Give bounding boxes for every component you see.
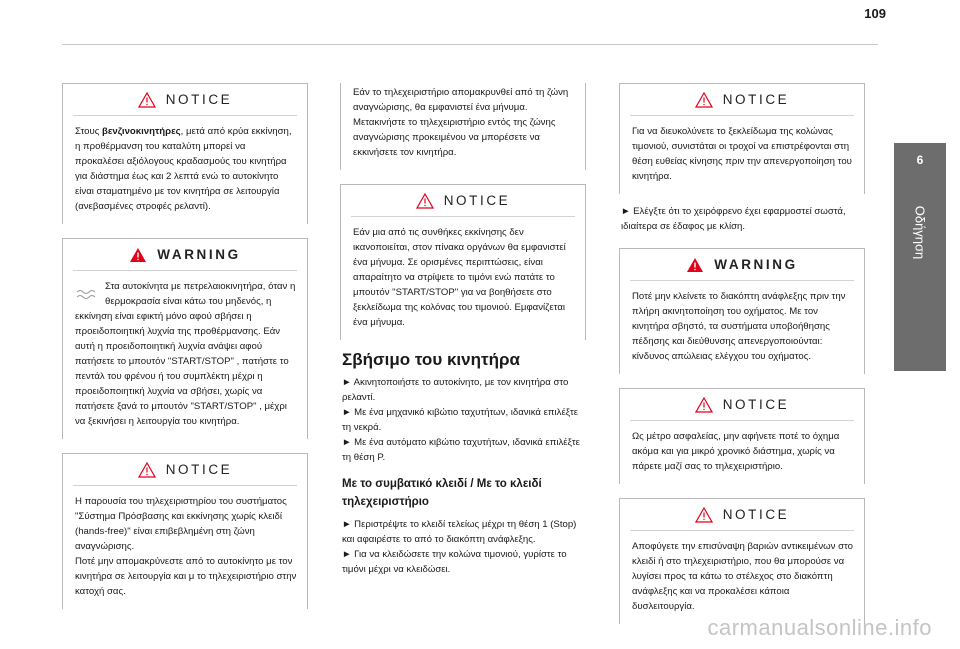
subsection-title: Με το συμβατικό κλειδί / Με το κλειδί τηλεχειριστήριο <box>342 478 542 508</box>
notice-header <box>73 454 297 486</box>
notice-triangle-icon <box>416 193 434 209</box>
section-text: ► Ακινητοποιήστε το αυτοκίνητο, με τον κινητήρα στο ρελαντί. ► Με ένα μηχανικό κιβώτιο ταχυτήτων, ιδανικά επιλέξτε τη νεκρά. ► Με ένα αυτόματο κιβώτιο ταχυτήτων, ιδανικά επιλέξτε τη θέση P. <box>342 377 580 463</box>
column-3 <box>619 83 865 624</box>
warning-header <box>630 249 854 281</box>
chapter-tab[interactable] <box>894 143 946 371</box>
notice-text: Αποφύγετε την επισύναψη βαριών αντικειμένων στο κλειδί ή στο τηλεχειριστήριο, που θα μπορούσε να λυγίσει προς τα κάτω το στέλεχος στο διακόπτη ανάφλεξης και να προκαλέσει κάποια δυσλειτουργία. <box>632 541 853 612</box>
notice-header <box>73 84 297 116</box>
notice-text: Η παρουσία του τηλεχειριστηρίου του συστήματος "Σύστημα Πρόσβασης και εκκίνησης χωρίς κλειδί (hands-free)" είναι επιβεβλημένη στη ζώνη αναγνώρισης. Ποτέ μην απομακρύνεστε από το αυτοκίνητο με τον κινητήρα σε λειτουργία και μ το τηλεχειριστήριο στην κατοχή σας. <box>75 496 297 597</box>
notice-label: NOTICE <box>165 92 233 107</box>
notice-text: Στους βενζινοκινητήρες, μετά από κρύα εκκίνηση, η προθέρμανση του καταλύτη μπορεί να προκαλέσει αξιόλογους κραδασμούς του κινητήρα για διάστημα έως και 2 λεπτά ενώ το αυτοκίνητο είναι σταματημένο με τον κινητήρα σε λειτουργία (ανεβασμένες στροφές ρελαντί). <box>75 126 292 212</box>
warning-text: Ποτέ μην κλείνετε το διακόπτη ανάφλεξης πριν την πλήρη ακινητοποίηση του οχήματος. Με τον κινητήρα σβηστό, τα συστήματα υποβοήθησης πέδησης και διεύθυνσης απενεργοποιούνται: κίνδυνος απώλειας ελέγχου του οχήματος. <box>632 291 846 362</box>
notice-box <box>340 184 586 340</box>
subsection-text: ► Περιστρέψτε το κλειδί τελείως μέχρι τη θέση 1 (Stop) και αφαιρέστε το από το διακόπτη ανάφλεξης. ► Για να κλειδώσετε την κολώνα τιμονιού, γυρίστε το τιμόνι μέχρι να κλειδώσει. <box>342 519 577 575</box>
notice-label: NOTICE <box>165 462 233 477</box>
warning-header <box>73 239 297 271</box>
warning-triangle-icon <box>686 257 704 273</box>
column-1 <box>62 83 308 609</box>
warning-label: WARNING <box>714 257 798 272</box>
notice-triangle-icon <box>138 92 156 108</box>
notice-triangle-icon <box>695 397 713 413</box>
page-number: 109 <box>864 6 886 21</box>
notice-label: NOTICE <box>722 397 790 412</box>
notice-text: Για να διευκολύνετε το ξεκλείδωμα της κολώνας τιμονιού, συνιστάται οι τροχοί να επιστρέφονται στη θέση ευθείας κίνησης πριν την απενεργοποίηση του κινητήρα. <box>632 126 852 182</box>
notice-header <box>630 499 854 531</box>
check-text: ► Ελέγξτε ότι το χειρόφρενο έχει εφαρμοστεί σωστά, ιδιαίτερα σε έδαφος με κλίση. <box>621 206 846 232</box>
notice-header <box>630 389 854 421</box>
chapter-title: Οδήγηση <box>912 205 928 260</box>
notice-header <box>351 185 575 217</box>
notice-box <box>619 388 865 484</box>
warning-triangle-icon <box>129 247 147 263</box>
notice-box <box>62 83 308 224</box>
glow-plug-icon <box>75 287 97 303</box>
warning-box <box>619 248 865 374</box>
notice-triangle-icon <box>695 507 713 523</box>
notice-triangle-icon <box>695 92 713 108</box>
warning-label: WARNING <box>157 247 241 262</box>
notice-header <box>630 84 854 116</box>
notice-label: NOTICE <box>722 507 790 522</box>
notice-text: Ως μέτρο ασφαλείας, μην αφήνετε ποτέ το όχημα ακόμα και για μικρό χρονικό διάστημα, χωρίς να πάρετε μαζί σας το τηλεχειριστήριο. <box>632 431 840 472</box>
notice-box <box>619 83 865 194</box>
header-rule <box>62 44 878 45</box>
warning-text: Στα αυτοκίνητα με πετρελαιοκινητήρα, όταν η θερμοκρασία είναι κάτω του μηδενός, η εκκίνηση είναι εφικτή μόνο αφού σβήσει η προειδοποιητική λυχνία της προθέρμανσης. Εάν αυτή η προειδοποιητική λυχνία ανάψει αφού πατήσετε το μπουτόν "START/STOP" , πατήστε το πεντάλ του φρένου ή του συμπλέκτη μέχρι η προειδοποιητική λυχνία να σβήσει, χωρίς να πατήσετε ξανά το μπουτόν "START/STOP" , μέχρι να ξεκινήσει η λειτουργία του κινητήρα. <box>75 281 296 427</box>
watermark: carmanualsonline.info <box>707 615 932 640</box>
notice-label: NOTICE <box>722 92 790 107</box>
warning-box <box>62 238 308 439</box>
continued-box <box>340 83 586 170</box>
chapter-number: 6 <box>916 153 924 167</box>
column-2 <box>340 83 586 577</box>
continued-text: Εάν το τηλεχειριστήριο απομακρυνθεί από τη ζώνη αναγνώρισης, θα εμφανιστεί ένα μήνυμα. Μετακινήστε το τηλεχειριστήριο εντός της ζώνης αναγνώρισης προκειμένου να μπορέσετε να εκκινήσετε τον κινητήρα. <box>353 87 569 158</box>
notice-triangle-icon <box>138 462 156 478</box>
notice-box <box>62 453 308 609</box>
notice-box <box>619 498 865 624</box>
section-title: Σβήσιμο του κινητήρα <box>342 350 520 369</box>
notice-text: Εάν μια από τις συνθήκες εκκίνησης δεν ικανοποιείται, στον πίνακα οργάνων θα εμφανιστεί ένα μήνυμα. Σε ορισμένες περιπτώσεις, είναι απαραίτητο να στρίψετε το τιμόνι ενώ πατάτε το μπουτόν "START/STOP" για να βοηθήσετε στο ξεκλείδωμα της κολόνας του τιμονιού. Εμφανίζεται ένα μήνυμα. <box>353 227 566 328</box>
notice-label: NOTICE <box>443 193 511 208</box>
